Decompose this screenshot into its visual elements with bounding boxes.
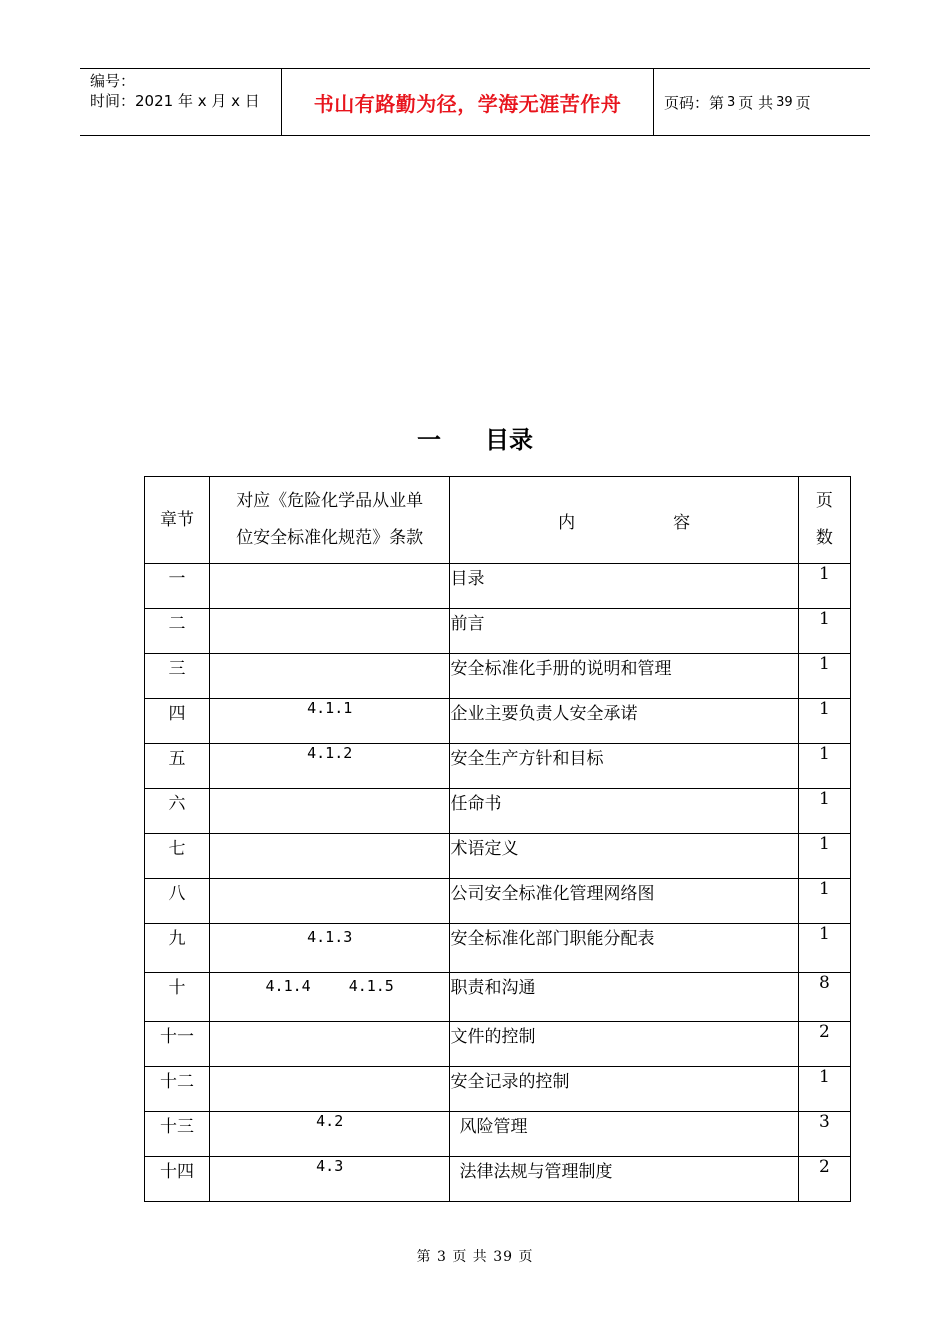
row-chapter: 三 — [145, 654, 210, 699]
row-clause-b: 4.1.5 — [348, 977, 394, 995]
table-row — [145, 1112, 851, 1157]
row-content: 企业主要负责人安全承诺 — [450, 699, 798, 744]
table-row — [145, 789, 851, 834]
row-content: 术语定义 — [450, 834, 798, 879]
row-chapter: 十 — [145, 973, 210, 1022]
header-page-prefix: 页码：第 — [664, 93, 725, 112]
row-content: 安全记录的控制 — [450, 1067, 798, 1112]
row-pages: 8 — [798, 973, 850, 1022]
header-pages-line1: 页 — [815, 491, 833, 511]
page-footer — [0, 1246, 950, 1266]
header-pages-line2: 数 — [815, 528, 833, 548]
header-content-right: 容 — [673, 512, 691, 533]
row-content: 安全标准化部门职能分配表 — [450, 924, 798, 973]
row-pages: 1 — [798, 609, 850, 654]
row-pages: 1 — [798, 789, 850, 834]
header-page-info — [654, 69, 870, 135]
row-content: 文件的控制 — [450, 1022, 798, 1067]
table-of-contents — [144, 476, 851, 1202]
row-clause: 4.2 — [209, 1112, 450, 1157]
footer-prefix: 第 — [416, 1249, 432, 1265]
row-pages: 1 — [798, 654, 850, 699]
row-content: 前言 — [450, 609, 798, 654]
footer-suffix: 页 — [518, 1249, 534, 1265]
row-pages: 1 — [798, 834, 850, 879]
row-pages: 3 — [798, 1112, 850, 1157]
table-row — [145, 744, 851, 789]
table-row — [145, 1067, 851, 1112]
row-content: 法律法规与管理制度 — [450, 1157, 798, 1202]
table-row — [145, 699, 851, 744]
header-clause — [209, 477, 450, 564]
row-clause — [209, 789, 450, 834]
table-row — [145, 564, 851, 609]
header-page-suffix: 页 — [795, 93, 811, 112]
row-clause: 4.1.3 — [209, 924, 450, 973]
table-row — [145, 1157, 851, 1202]
header-chapter-label: 章节 — [159, 509, 194, 530]
row-pages: 1 — [798, 1067, 850, 1112]
row-chapter: 二 — [145, 609, 210, 654]
header-clause-line1: 对应《危险化学品从业单 — [236, 491, 424, 511]
row-content: 安全标准化手册的说明和管理 — [450, 654, 798, 699]
header-content — [450, 477, 798, 564]
table-row — [145, 879, 851, 924]
row-content: 目录 — [450, 564, 798, 609]
row-chapter: 十四 — [145, 1157, 210, 1202]
table-row — [145, 654, 851, 699]
row-clause — [209, 1022, 450, 1067]
row-chapter: 九 — [145, 924, 210, 973]
footer-total: 39 — [493, 1249, 514, 1265]
table-row — [145, 973, 851, 1022]
row-content: 职责和沟通 — [450, 973, 798, 1022]
document-date: 时间：2021 年 x 月 x 日 — [90, 92, 260, 110]
row-content: 公司安全标准化管理网络图 — [450, 879, 798, 924]
footer-middle: 页 共 — [452, 1249, 488, 1265]
section-heading: 目录 — [485, 426, 533, 454]
row-pages: 1 — [798, 699, 850, 744]
page-header — [80, 68, 870, 136]
header-pages — [798, 477, 850, 564]
footer-current: 3 — [436, 1249, 447, 1265]
row-pages: 1 — [798, 564, 850, 609]
row-clause — [209, 609, 450, 654]
row-content: 风险管理 — [450, 1112, 798, 1157]
header-page-current: 3 — [727, 94, 736, 110]
row-clause-a: 4.1.4 — [265, 977, 311, 995]
table-header-row — [145, 477, 851, 564]
header-motto: 书山有路勤为径，学海无涯苦作舟 — [282, 69, 654, 135]
table-row — [145, 834, 851, 879]
document-number-label: 编号： — [90, 72, 136, 90]
header-clause-line2: 位安全标准化规范》条款 — [236, 528, 424, 548]
row-pages: 2 — [798, 1022, 850, 1067]
row-chapter: 十一 — [145, 1022, 210, 1067]
row-chapter: 四 — [145, 699, 210, 744]
row-clause — [209, 564, 450, 609]
row-chapter: 六 — [145, 789, 210, 834]
row-content: 任命书 — [450, 789, 798, 834]
row-chapter: 十三 — [145, 1112, 210, 1157]
row-pages: 2 — [798, 1157, 850, 1202]
header-meta — [80, 69, 282, 135]
row-clause — [209, 654, 450, 699]
header-page-total: 39 — [776, 94, 793, 110]
row-chapter: 五 — [145, 744, 210, 789]
table-row — [145, 1022, 851, 1067]
row-chapter: 七 — [145, 834, 210, 879]
table-row — [145, 609, 851, 654]
header-page-middle: 页 共 — [738, 93, 774, 112]
section-title — [0, 420, 950, 455]
section-number: 一 — [417, 426, 441, 454]
row-chapter: 八 — [145, 879, 210, 924]
row-chapter: 十二 — [145, 1067, 210, 1112]
row-clause — [209, 834, 450, 879]
row-pages: 1 — [798, 744, 850, 789]
row-pages: 1 — [798, 924, 850, 973]
table-row — [145, 924, 851, 973]
header-content-left: 内 — [558, 512, 576, 533]
row-clause — [209, 973, 450, 1022]
row-clause: 4.1.2 — [209, 744, 450, 789]
row-pages: 1 — [798, 879, 850, 924]
row-clause: 4.1.1 — [209, 699, 450, 744]
row-clause — [209, 879, 450, 924]
row-chapter: 一 — [145, 564, 210, 609]
row-content: 安全生产方针和目标 — [450, 744, 798, 789]
header-chapter — [145, 477, 210, 564]
row-clause — [209, 1067, 450, 1112]
row-clause: 4.3 — [209, 1157, 450, 1202]
